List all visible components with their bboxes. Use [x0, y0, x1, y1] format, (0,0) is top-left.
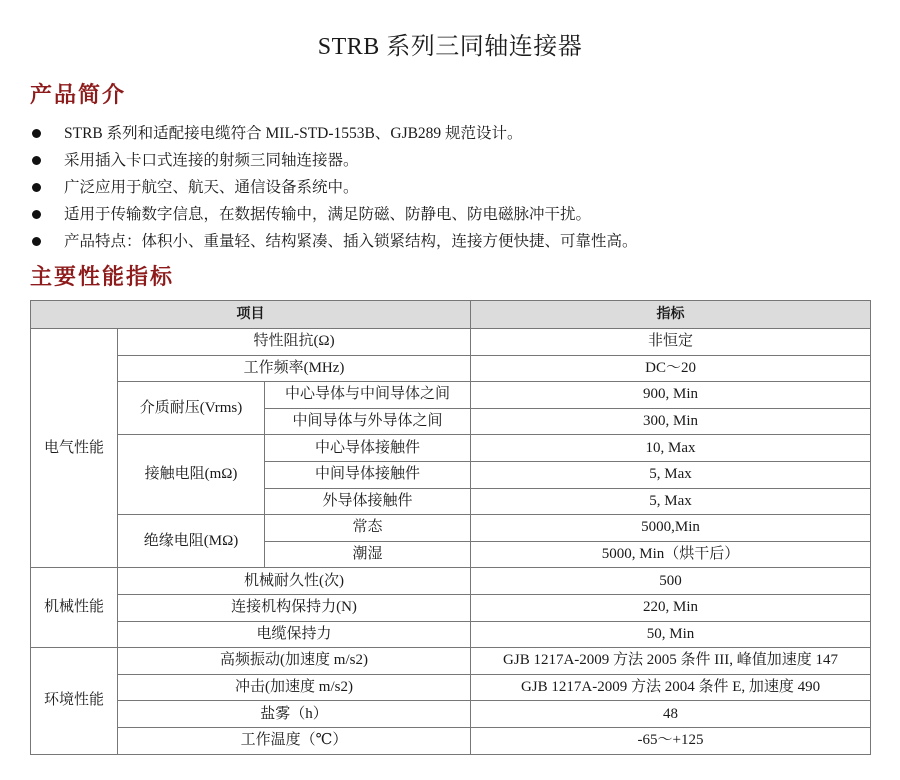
intro-bullet-text: 适用于传输数字信息，在数据传输中，满足防磁、防静电、防电磁脉冲干扰。: [64, 206, 592, 223]
intro-bullet-list: [30, 120, 870, 255]
page-title: STRB 系列三同轴连接器: [317, 34, 583, 60]
row-label: 盐雾（h）: [118, 701, 471, 728]
row-label: 外导体接触件: [265, 488, 471, 515]
bullet-dot-icon: [32, 237, 41, 246]
intro-bullet: [30, 228, 870, 255]
row-value: 48: [471, 701, 871, 728]
row-value: GJB 1217A-2009 方法 2005 条件 III, 峰值加速度 147: [471, 648, 871, 675]
row-label: 常态: [265, 515, 471, 542]
row-label: 机械耐久性(次): [118, 568, 471, 595]
row-value: 900, Min: [471, 382, 871, 409]
row-value: DC～20: [471, 355, 871, 382]
group-label-mechanical: 机械性能: [31, 568, 118, 648]
specs-heading: 主要性能指标: [30, 265, 175, 290]
row-label: 潮湿: [265, 541, 471, 568]
row-value: 10, Max: [471, 435, 871, 462]
row-value: -65～+125: [471, 727, 871, 754]
table-row: [31, 355, 871, 382]
group-label-environmental: 环境性能: [31, 648, 118, 754]
table-header-row: [31, 301, 871, 329]
row-value: 5000,Min: [471, 515, 871, 542]
row-label: 中间导体与外导体之间: [265, 408, 471, 435]
row-label: 特性阻抗(Ω): [118, 329, 471, 356]
intro-heading: 产品简介: [30, 83, 127, 108]
table-row: [31, 382, 871, 409]
bullet-dot-icon: [32, 183, 41, 192]
intro-bullet: [30, 120, 870, 147]
header-item: 项目: [31, 301, 471, 329]
bullet-dot-icon: [32, 156, 41, 165]
row-value: 5000, Min（烘干后）: [471, 541, 871, 568]
row-value: 非恒定: [471, 329, 871, 356]
row-label: 工作温度（℃）: [118, 727, 471, 754]
group-label-electrical: 电气性能: [31, 329, 118, 568]
table-row: [31, 594, 871, 621]
spec-table: [30, 300, 871, 755]
row-value: 5, Max: [471, 488, 871, 515]
row-value: 300, Min: [471, 408, 871, 435]
row-value: 220, Min: [471, 594, 871, 621]
table-row: [31, 621, 871, 648]
table-row: [31, 435, 871, 462]
table-row: [31, 674, 871, 701]
intro-bullet-text: 采用插入卡口式连接的射频三同轴连接器。: [64, 152, 359, 169]
row-label: 工作频率(MHz): [118, 355, 471, 382]
subgroup-label: 接触电阻(mΩ): [118, 435, 265, 515]
header-value: 指标: [471, 301, 871, 329]
table-row: [31, 701, 871, 728]
intro-bullet: [30, 201, 870, 228]
row-value: 5, Max: [471, 461, 871, 488]
row-label: 中间导体接触件: [265, 461, 471, 488]
row-label: 中心导体与中间导体之间: [265, 382, 471, 409]
subgroup-label: 介质耐压(Vrms): [118, 382, 265, 435]
intro-bullet-text: STRB 系列和适配接电缆符合 MIL-STD-1553B、GJB289 规范设计。: [64, 125, 523, 142]
row-label: 连接机构保持力(N): [118, 594, 471, 621]
table-row: [31, 568, 871, 595]
intro-bullet: [30, 147, 870, 174]
intro-bullet-text: 广泛应用于航空、航天、通信设备系统中。: [64, 179, 359, 196]
table-row: [31, 515, 871, 542]
row-value: 50, Min: [471, 621, 871, 648]
row-label: 中心导体接触件: [265, 435, 471, 462]
table-row: [31, 329, 871, 356]
row-label: 冲击(加速度 m/s2): [118, 674, 471, 701]
intro-bullet-text: 产品特点：体积小、重量轻、结构紧凑、插入锁紧结构，连接方便快捷、可靠性高。: [64, 233, 638, 250]
intro-bullet: [30, 174, 870, 201]
row-value: 500: [471, 568, 871, 595]
row-label: 高频振动(加速度 m/s2): [118, 648, 471, 675]
table-row: [31, 648, 871, 675]
row-value: GJB 1217A-2009 方法 2004 条件 E, 加速度 490: [471, 674, 871, 701]
bullet-dot-icon: [32, 210, 41, 219]
table-row: [31, 727, 871, 754]
row-label: 电缆保持力: [118, 621, 471, 648]
subgroup-label: 绝缘电阻(MΩ): [118, 515, 265, 568]
bullet-dot-icon: [32, 129, 41, 138]
